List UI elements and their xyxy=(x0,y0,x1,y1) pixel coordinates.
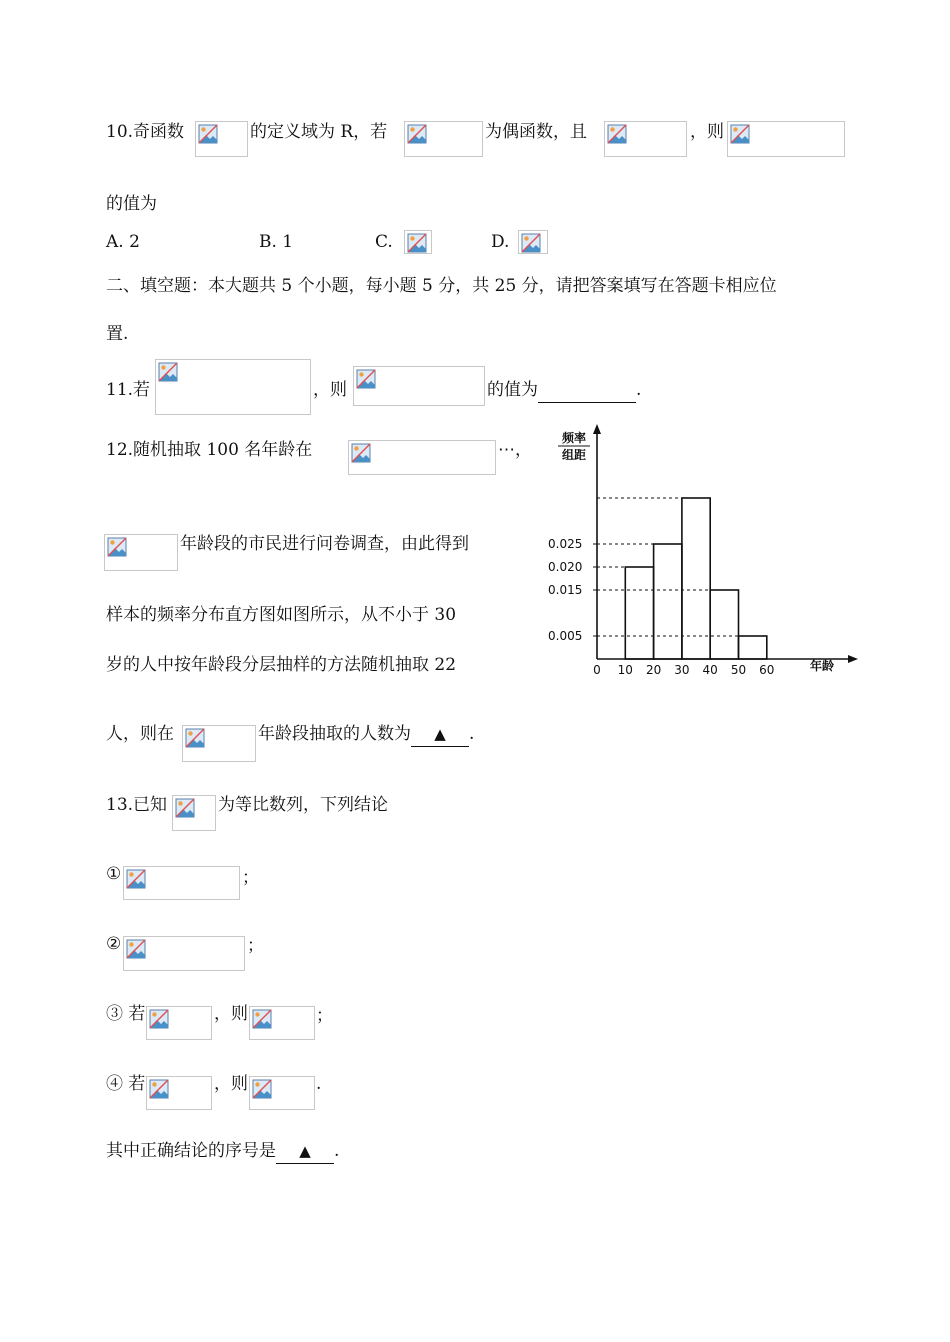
formula-image xyxy=(249,1006,315,1040)
broken-image-icon xyxy=(126,869,146,889)
q10-text-b: 为偶函数，且 xyxy=(485,122,587,142)
y-tick-label: 0.015 xyxy=(548,583,583,597)
broken-image-icon xyxy=(149,1009,169,1029)
q12-end: . xyxy=(469,724,475,744)
q10-text-c: ，则 xyxy=(690,122,724,142)
y-tick-label: 0.005 xyxy=(548,629,583,643)
q11-prefix: 11.若 xyxy=(106,380,151,400)
formula-image xyxy=(353,366,485,406)
section2-line1: 二、填空题：本大题共 5 个小题，每小题 5 分，共 25 分，请把答案填写在答题卡相应位 xyxy=(106,276,777,296)
formula-image xyxy=(123,936,245,971)
q13-end: . xyxy=(334,1141,340,1161)
q12-line2: 年龄段的市民进行问卷调查，由此得到 xyxy=(180,534,469,554)
broken-image-icon xyxy=(252,1079,272,1099)
answer-triangle: ▲ xyxy=(299,1142,311,1160)
x-tick-label: 20 xyxy=(645,663,662,677)
q13-item4-prefix: ④ 若 xyxy=(106,1074,146,1094)
histogram-bar xyxy=(682,498,710,659)
q11-suffix-text: 的值为 xyxy=(487,380,538,400)
q10-text-a: 的定义域为 R，若 xyxy=(250,122,388,142)
q13-suffix: 为等比数列，下列结论 xyxy=(218,795,388,815)
frequency-histogram xyxy=(540,418,860,680)
x-tick-label: 0 xyxy=(593,663,601,677)
formula-image xyxy=(404,121,483,157)
answer-blank xyxy=(411,722,469,747)
q12-line5-rest xyxy=(258,722,474,747)
section2-line2: 置. xyxy=(106,324,129,344)
answer-blank xyxy=(538,378,636,403)
q10-prefix: 10.奇函数 xyxy=(106,122,185,142)
formula-image xyxy=(604,121,687,157)
histogram-bar xyxy=(710,590,738,659)
q12-line1-prefix: 12.随机抽取 100 名年龄在 xyxy=(106,440,313,460)
broken-image-icon xyxy=(126,939,146,959)
broken-image-icon xyxy=(607,124,627,144)
q10-line2: 的值为 xyxy=(106,194,157,214)
x-tick-label: 40 xyxy=(702,663,718,677)
q13-item4-then: ，则 xyxy=(214,1074,248,1094)
x-tick-label: 50 xyxy=(730,663,747,677)
broken-image-icon xyxy=(407,124,427,144)
histogram-bar xyxy=(625,567,653,659)
histogram-bar xyxy=(654,544,682,659)
y-tick-label: 0.020 xyxy=(548,560,583,574)
q13-item1-semicolon: ； xyxy=(242,868,259,888)
x-tick-label: 10 xyxy=(617,663,633,677)
q13-conclusion xyxy=(106,1139,339,1164)
q13-item2-semicolon: ； xyxy=(247,936,264,956)
broken-image-icon xyxy=(107,537,127,557)
formula-image xyxy=(195,121,248,157)
broken-image-icon xyxy=(521,233,541,253)
formula-image xyxy=(727,121,845,157)
q11-suffix xyxy=(487,378,641,403)
y-tick-label: 0.025 xyxy=(548,537,583,551)
chart-ylabel-bottom: 组距 xyxy=(562,448,587,462)
q11-mid: ，则 xyxy=(313,380,347,400)
q13-item3-then: ，则 xyxy=(214,1004,248,1024)
formula-image xyxy=(348,440,496,475)
q12-line4: 岁的人中按年龄段分层抽样的方法随机抽取 22 xyxy=(106,655,457,675)
chart-xlabel: 年龄 xyxy=(810,659,835,673)
q13-item3-prefix: ③ 若 xyxy=(106,1004,146,1024)
formula-image xyxy=(146,1006,212,1040)
formula-image xyxy=(123,866,240,900)
q12-line1-suffix: ⋯， xyxy=(498,440,532,460)
q10-line1 xyxy=(106,120,184,144)
q12-line3: 样本的频率分布直方图如图所示，从不小于 30 xyxy=(106,605,457,625)
broken-image-icon xyxy=(175,798,195,818)
formula-image xyxy=(172,795,216,831)
q13-item2: ② xyxy=(106,934,122,954)
broken-image-icon xyxy=(356,369,376,389)
q13-prefix: 13.已知 xyxy=(106,795,168,815)
formula-image xyxy=(146,1076,212,1110)
chart-ylabel-top: 频率 xyxy=(562,431,587,445)
q13-item1: ① xyxy=(106,864,122,884)
broken-image-icon xyxy=(252,1009,272,1029)
q10-option-d: D. xyxy=(491,232,510,252)
y-axis-arrow xyxy=(593,424,601,434)
formula-image xyxy=(249,1076,315,1110)
q12-line5-mid: 年龄段抽取的人数为 xyxy=(258,724,411,744)
formula-image xyxy=(104,534,178,571)
formula-image xyxy=(182,725,256,762)
broken-image-icon xyxy=(351,443,371,463)
chart-plot-area xyxy=(548,424,858,677)
answer-triangle: ▲ xyxy=(434,725,446,743)
x-tick-label: 30 xyxy=(674,663,690,677)
q10-option-c: C. xyxy=(375,232,393,252)
broken-image-icon xyxy=(158,362,178,382)
histogram-bar xyxy=(739,636,767,659)
answer-blank xyxy=(276,1139,334,1164)
q11-end: . xyxy=(636,380,642,400)
broken-image-icon xyxy=(149,1079,169,1099)
broken-image-icon xyxy=(185,728,205,748)
x-axis-arrow xyxy=(848,655,858,663)
broken-image-icon xyxy=(198,124,218,144)
q10-option-b: B. 1 xyxy=(259,232,294,252)
q12-line5-prefix: 人，则在 xyxy=(106,724,174,744)
q10-option-a: A. 2 xyxy=(106,232,140,252)
q13-item3-semicolon: ； xyxy=(316,1006,333,1026)
broken-image-icon xyxy=(407,233,427,253)
q13-conclusion-text: 其中正确结论的序号是 xyxy=(106,1141,276,1161)
formula-image xyxy=(404,230,432,254)
formula-image xyxy=(518,230,548,254)
formula-image xyxy=(155,359,311,415)
x-tick-label: 60 xyxy=(759,663,775,677)
q13-item4-period: . xyxy=(316,1074,322,1094)
broken-image-icon xyxy=(730,124,750,144)
